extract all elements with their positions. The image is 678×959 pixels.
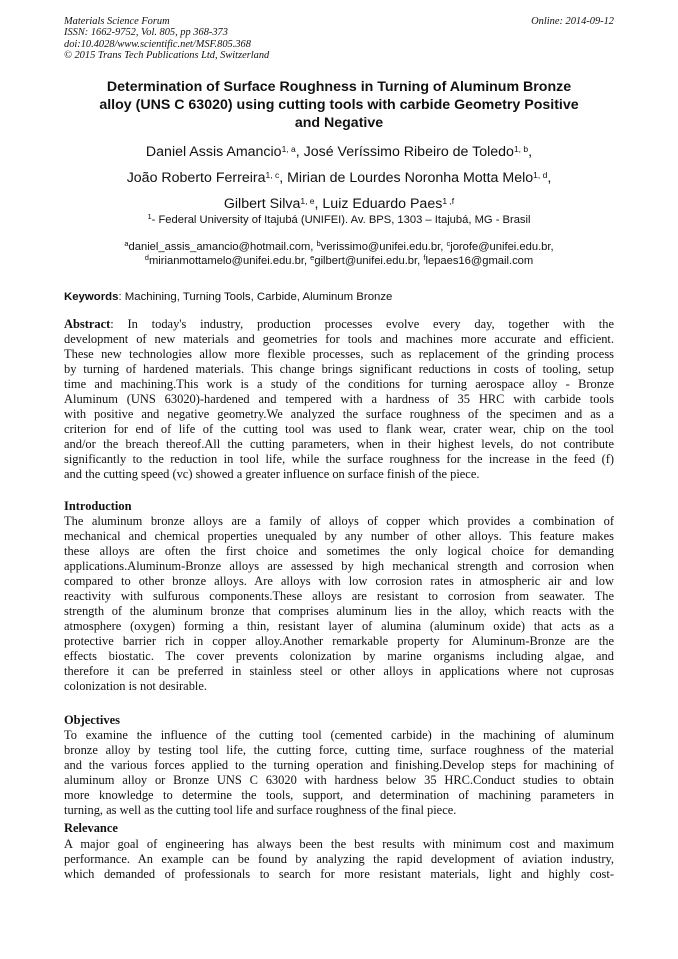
abstract-label: Abstract xyxy=(64,317,111,331)
online-date: Online: 2014-09-12 xyxy=(531,16,614,27)
affiliation xyxy=(60,213,618,227)
abstract xyxy=(64,317,614,482)
email-mark: e xyxy=(310,253,315,262)
copyright: © 2015 Trans Tech Publications Ltd, Switzerland xyxy=(64,50,270,62)
author-separator: , xyxy=(547,170,552,186)
keywords-label: Keywords xyxy=(64,291,119,303)
objectives-line: more knowledge to determine the tools, support, and determination of machining parameters in xyxy=(64,788,614,802)
introduction-line: atmosphere (oxygen) forming a thin, resistant layer of alumina (aluminum oxide) that acts as a xyxy=(64,619,614,633)
relevance-body xyxy=(64,837,614,882)
abstract-line: and/or the breach thereof.All the cutting parameters, when in their highest levels, do not contribute xyxy=(64,437,614,451)
email-link[interactable]: verissimo@unifei.edu.br, xyxy=(320,241,447,253)
author-name: José Veríssimo Ribeiro de Toledo xyxy=(303,144,514,160)
introduction-line: The aluminum bronze alloys are a family of alloys of copper which provides a combination of xyxy=(64,514,614,528)
journal-name: Materials Science Forum xyxy=(64,16,170,27)
abstract-line: Aluminum (UNS 63020)-hardened and tempered with a hardness of 35 HRC with carbide tools xyxy=(64,392,614,406)
email-link[interactable]: jorofe@unifei.edu.br, xyxy=(450,241,554,253)
abstract-line: criterion for end of life of the cutting tool was used to flank wear, crater wear, chip on the tool xyxy=(64,422,614,436)
introduction-line: effects biostatic. The cover prevents colonization by marine organisms including algae, and xyxy=(64,649,614,663)
objectives-line: aluminum alloy or Bronze UNS C 63020 with hardness below 35 HRC.Conduct studies to obtain xyxy=(64,773,614,787)
author-affil-mark: 1, b xyxy=(513,144,529,154)
abstract-line: by turning of hardened materials. This change brings significant reductions in costs of tooling, setup xyxy=(64,362,614,376)
abstract-line: Abstract: In today's industry, production processes evolve every day, together with the xyxy=(64,317,614,331)
affiliation-text: - Federal University of Itajubá (UNIFEI). Av. BPS, 1303 – Itajubá, MG - Brasil xyxy=(151,214,531,226)
author-affil-mark: 1, a xyxy=(281,144,296,154)
introduction-line: strength of the aluminum bronze that comprises aluminum lies in the alloy, which reacts with the xyxy=(64,604,614,618)
author-line xyxy=(60,165,618,191)
abstract-line: development of new materials and geometries for tools and machines more accurate and efficient. xyxy=(64,332,614,346)
relevance-heading: Relevance xyxy=(64,821,118,835)
author-separator: , xyxy=(528,144,533,160)
author-affil-mark: 1, e xyxy=(300,196,315,206)
title-line: and Negative xyxy=(294,115,384,131)
abstract-line: and the cutting speed (vc) showed a greater influence on surface finish of the piece. xyxy=(64,467,480,481)
email-link[interactable]: gilbert@unifei.edu.br, xyxy=(314,255,424,267)
author-affil-mark: 1, d xyxy=(533,170,548,180)
author-list xyxy=(60,139,618,217)
affiliation-mark: 1 xyxy=(147,212,152,221)
author-separator: , xyxy=(279,170,288,186)
author-name: Gilbert Silva xyxy=(223,196,301,212)
keywords xyxy=(64,290,392,304)
introduction-line: compared to other bronze alloys. Are alloys with low corrosion rates in atmospheric air and low xyxy=(64,574,614,588)
abstract-line: These new technologies allow more flexible processes, such as replacement of the grinding process xyxy=(64,347,614,361)
author-line xyxy=(60,139,618,165)
objectives-body xyxy=(64,728,614,818)
introduction-line: colonization is not desirable. xyxy=(64,679,207,693)
issn: ISSN: 1662-9752, Vol. 805, pp 368-373 xyxy=(64,27,228,39)
introduction-line: therefore it can be preferred in stainless steel or other alloys in applications where not cuprosas xyxy=(64,664,614,678)
email-mark: f xyxy=(423,253,426,262)
title-line: alloy (UNS C 63020) using cutting tools with carbide Geometry Positive xyxy=(99,97,579,113)
introduction-line: protective barrier rich in copper alloy.Another remarkable property for Aluminum-Bronze are the xyxy=(64,634,614,648)
author-affil-mark: 1 ,f xyxy=(442,196,455,206)
relevance-line: performance. An example can be found by analyzing the rapid development of aviation industry, xyxy=(64,852,614,866)
email-mark: b xyxy=(316,239,321,248)
email-link[interactable]: daniel_assis_amancio@hotmail.com, xyxy=(128,241,317,253)
email-link[interactable]: mirianmottamelo@unifei.edu.br, xyxy=(148,255,311,267)
author-separator: , xyxy=(295,144,304,160)
email-line xyxy=(60,254,618,268)
author-name: Luiz Eduardo Paes xyxy=(322,196,443,212)
email-mark: a xyxy=(124,239,129,248)
introduction-line: mechanical and chemical properties unequaled by any number of other alloys. This feature makes xyxy=(64,529,614,543)
relevance-line: A major goal of engineering has always been the best results with minimum cost and maximum xyxy=(64,837,614,851)
author-name: Daniel Assis Amancio xyxy=(145,144,282,160)
email-mark: c xyxy=(446,239,451,248)
abstract-line: with positive and negative geometry.We analyzed the surface roughness of the specimen and as a xyxy=(64,407,614,421)
abstract-line: time and machining.This work is a study of the conditions for turning aerospace alloy - Bronze xyxy=(64,377,614,391)
author-name: Mirian de Lourdes Noronha Motta Melo xyxy=(287,170,534,186)
relevance-line: which demanded of professionals to search for more resistant materials, light and highly cost- xyxy=(64,867,614,881)
title-line: Determination of Surface Roughness in Turning of Aluminum Bronze xyxy=(106,79,572,95)
objectives-line: and the various forces applied to the turning operation and finishing.Develop steps for machining of xyxy=(64,758,614,772)
abstract-line: significantly to the reduction in tool life, while the surface roughness for the increase in the feed (f) xyxy=(64,452,614,466)
keywords-text: : Machining, Turning Tools, Carbide, Aluminum Bronze xyxy=(118,291,393,303)
objectives-line: To examine the influence of the cutting tool (cemented carbide) in the machining of aluminum xyxy=(64,728,614,742)
author-affil-mark: 1, c xyxy=(265,170,280,180)
introduction-heading: Introduction xyxy=(64,499,132,513)
author-emails xyxy=(60,240,618,268)
email-link[interactable]: lepaes16@gmail.com xyxy=(425,255,534,267)
objectives-line: bronze alloy by testing tool life, the cutting force, cutting time, surface roughness of the material xyxy=(64,743,614,757)
introduction-line: these alloys are often the first choice and sometimes the only logical choice for demanding xyxy=(64,544,614,558)
introduction-line: applications.Aluminum-Bronze alloys are assessed by high mechanical strength and corrosion when xyxy=(64,559,614,573)
objectives-line: turning, as well as the cutting tool life and surface roughness of the final piece. xyxy=(64,803,457,817)
introduction-body xyxy=(64,514,614,694)
journal-header xyxy=(64,16,269,62)
author-separator: , xyxy=(314,196,323,212)
doi: doi:10.4028/www.scientific.net/MSF.805.368 xyxy=(64,38,251,50)
objectives-heading: Objectives xyxy=(64,713,120,727)
author-name: João Roberto Ferreira xyxy=(126,170,266,186)
introduction-line: reactivity with sulfurous components.These alloys are resistant to corrosion from seawater. The xyxy=(64,589,614,603)
paper-title xyxy=(60,78,618,132)
email-mark: d xyxy=(144,253,149,262)
email-line xyxy=(60,240,618,254)
